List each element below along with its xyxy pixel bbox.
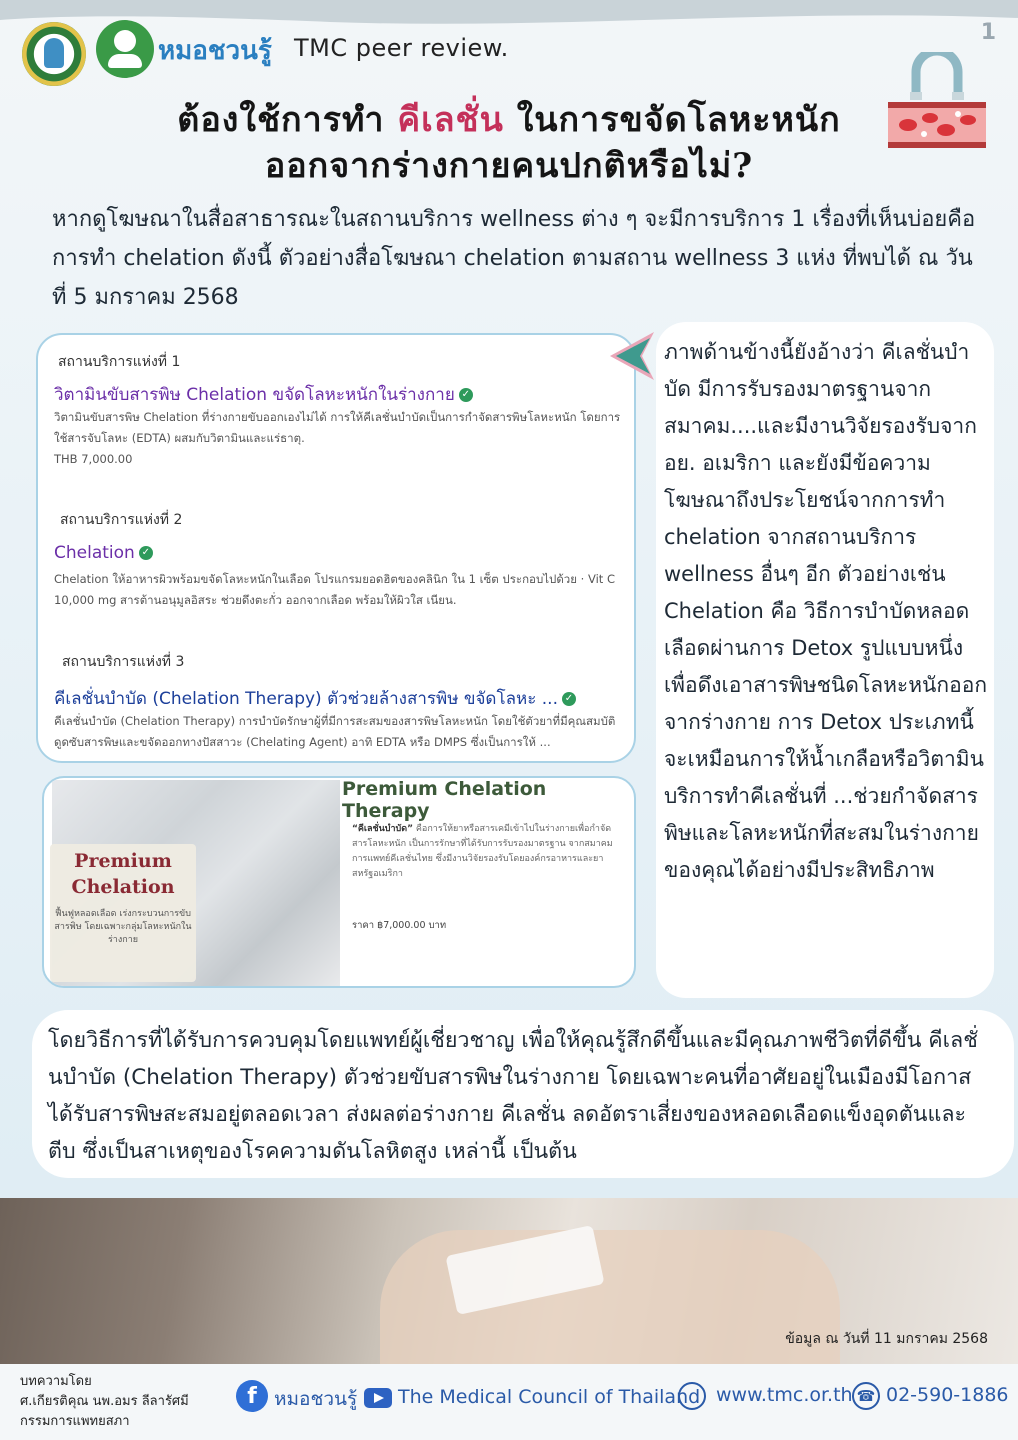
verified-icon: ✓ bbox=[562, 692, 576, 706]
ad1-title-link[interactable] bbox=[54, 381, 473, 408]
promo-description bbox=[352, 822, 622, 882]
title-prefix: ต้องใช้การทำ bbox=[177, 100, 385, 140]
medical-council-seal-icon bbox=[22, 22, 86, 86]
globe-icon bbox=[678, 1382, 706, 1410]
author-block bbox=[20, 1372, 189, 1432]
page-title-line2: ออกจากร่างกายคนปกติหรือไม่? bbox=[264, 146, 754, 186]
verified-icon: ✓ bbox=[139, 546, 153, 560]
website-link[interactable]: www.tmc.or.th bbox=[716, 1384, 853, 1406]
promo-card-title: Premium Chelation bbox=[71, 850, 175, 898]
ad3-title-link[interactable] bbox=[54, 685, 576, 712]
ad3-site-label: สถานบริการแห่งที่ 3 bbox=[62, 654, 185, 670]
bottom-text: โดยวิธีการที่ได้รับการควบคุมโดยแพทย์ผู้เชี่ยวชาญ เพื่อให้คุณรู้สึกดีขึ้นและมีคุณภาพชีวิตที่ดีขึ้น คีเลชั่นบำบัด (Chelation Therapy) ตัวช่วยขับสารพิษในร่างกาย โดยเฉพาะคนที่อาศัยอยู่ในเมืองมีโอกาสได้รับสารพิษสะสมอยู่ตลอดเวลา ส่งผลต่อร่างกาย คีเลชั่น ลดอัตราเสี่ยงของหลอดเลือดแข็งอุดตันและตีบ ซึ่งเป็นสาเหตุของโรคความดันโลหิตสูง เหล่านี้ เป็นต้น bbox=[48, 1028, 978, 1164]
promo-desc-text: คือการให้ยาหรือสารเคมีเข้าไปในร่างกายเพื่อกำจัดสารโลหะหนัก เป็นการรักษาที่ได้รับการรับรองมาตรฐาน จากสมาคมการแพทย์คีเลชั่นไทย ซึ่งมีงานวิจัยรองรับโดยองค์กรอาหารและยาสหรัฐอเมริกา bbox=[352, 824, 613, 879]
promo-panel bbox=[42, 776, 636, 988]
peer-review-label: TMC peer review. bbox=[294, 34, 509, 62]
brand-name: หมอชวนรู้ bbox=[158, 36, 272, 66]
magnet-blood-vessel-icon bbox=[884, 52, 990, 156]
promo-card bbox=[50, 844, 196, 982]
ad-examples-panel bbox=[36, 333, 636, 763]
phone-number[interactable]: 02-590-1886 bbox=[886, 1384, 1009, 1406]
ad1-site-label: สถานบริการแห่งที่ 1 bbox=[58, 354, 181, 370]
facebook-icon[interactable]: f bbox=[236, 1380, 268, 1412]
page-number: 1 bbox=[980, 20, 996, 45]
promo-desc-bold: “คีเลชั่นบำบัด” bbox=[352, 824, 414, 834]
ad1-text: วิตามินขับสารพิษ Chelation ที่ร่างกายขับออกเองไม่ได้ การให้คีเลชั่นบำบัดเป็นการกำจัดสารพิษโลหะหนัก โดยการใช้สารจับโลหะ (EDTA) ผสมกับวิตามินและแร่ธาตุ. bbox=[54, 410, 621, 445]
ad2-text: Chelation ให้อาหารผิวพร้อมขจัดโลหะหนักในเลือด โปรแกรมยอดฮิตของคลินิก ใน 1 เซ็ต ประกอบไปด้วย · Vit C 10,000 mg สารต้านอนุมูลอิสระ ช่วยดึงตะกั่ว ออกจากเลือด พร้อมให้ผิวใส เนียน. bbox=[54, 572, 615, 607]
ad2-title: Chelation bbox=[54, 543, 135, 563]
promo-heading: Premium Chelation Therapy bbox=[342, 778, 547, 822]
data-date: ข้อมูล ณ วันที่ 11 มกราคม 2568 bbox=[785, 1331, 988, 1347]
phone-icon: ☎ bbox=[852, 1382, 880, 1410]
ad1-title: วิตามินขับสารพิษ Chelation ขจัดโลหะหนักในร่างกาย bbox=[54, 385, 455, 405]
author-line3: กรรมการแพทยสภา bbox=[20, 1414, 130, 1429]
title-suffix: ในการขจัดโลหะหนัก bbox=[516, 100, 841, 140]
ad2-title-link[interactable] bbox=[54, 543, 153, 563]
promo-card-sub: ฟื้นฟูหลอดเลือด เร่งกระบวนการขับสารพิษ โดยเฉพาะกลุ่มโลหะหนักในร่างกาย bbox=[54, 909, 192, 945]
ad1-price: THB 7,000.00 bbox=[54, 452, 133, 466]
mor-chuan-ru-logo-icon bbox=[96, 20, 154, 78]
author-line2: ศ.เกียรติคุณ นพ.อมร ลีลารัศมี bbox=[20, 1394, 189, 1409]
youtube-link[interactable]: The Medical Council of Thailand bbox=[398, 1386, 701, 1408]
intro-paragraph: หากดูโฆษณาในสื่อสาธารณะในสถานบริการ wellness ต่าง ๆ จะมีการบริการ 1 เรื่องที่เห็นบ่อยคือ การทำ chelation ดังนี้ ตัวอย่างสื่อโฆษณา chelation ตามสถาน wellness 3 แห่ง ที่พบได้ ณ วันที่ 5 มกราคม 2568 bbox=[52, 207, 976, 310]
pointer-arrow-icon bbox=[606, 330, 658, 382]
ad2-site-label: สถานบริการแห่งที่ 2 bbox=[60, 512, 183, 528]
title-highlight: คีเลชั่น bbox=[397, 100, 504, 140]
promo-price: ราคา ฿7,000.00 บาท bbox=[352, 920, 447, 931]
verified-icon: ✓ bbox=[459, 388, 473, 402]
ad3-title: คีเลชั่นบำบัด (Chelation Therapy) ตัวช่วยล้างสารพิษ ขจัดโลหะ ... bbox=[54, 689, 558, 709]
ad3-text: คีเลชั่นบำบัด (Chelation Therapy) การบำบัดรักษาผู้ที่มีการสะสมของสารพิษโลหะหนัก โดยใช้ตัวยาที่มีคุณสมบัติดูดซับสารพิษและขจัดออกทางปัสสาวะ (Chelating Agent) อาทิ EDTA หรือ DMPS ซึ่งเป็นการให้ ... bbox=[54, 714, 616, 749]
author-line1: บทความโดย bbox=[20, 1374, 92, 1389]
side-text: ภาพด้านข้างนี้ยังอ้างว่า คีเลชั่นบำบัด มีการรับรองมาตรฐานจากสมาคม....และมีงานวิจัยรองรับจาก อย. อเมริกา และยังมีข้อความโฆษณาถึงประโยชน์จากการทำ chelation จากสถานบริการ wellness อื่นๆ อีก ตัวอย่างเช่น Chelation คือ วิธีการบำบัดหลอดเลือดผ่านการ Detox รูปแบบหนึ่ง เพื่อดึงเอาสารพิษชนิดโลหะหนักออกจากร่างกาย การ Detox ประเภทนี้จะเหมือนการให้น้ำเกลือหรือวิตามิน บริการทำคีเลชั่นที่ ...ช่วยกำจัดสารพิษและโลหะหนักที่สะสมในร่างกายของคุณได้อย่างมีประสิทธิภาพ bbox=[664, 340, 988, 882]
facebook-link[interactable]: หมอชวนรู้ bbox=[274, 1388, 358, 1410]
youtube-icon[interactable] bbox=[364, 1388, 392, 1408]
